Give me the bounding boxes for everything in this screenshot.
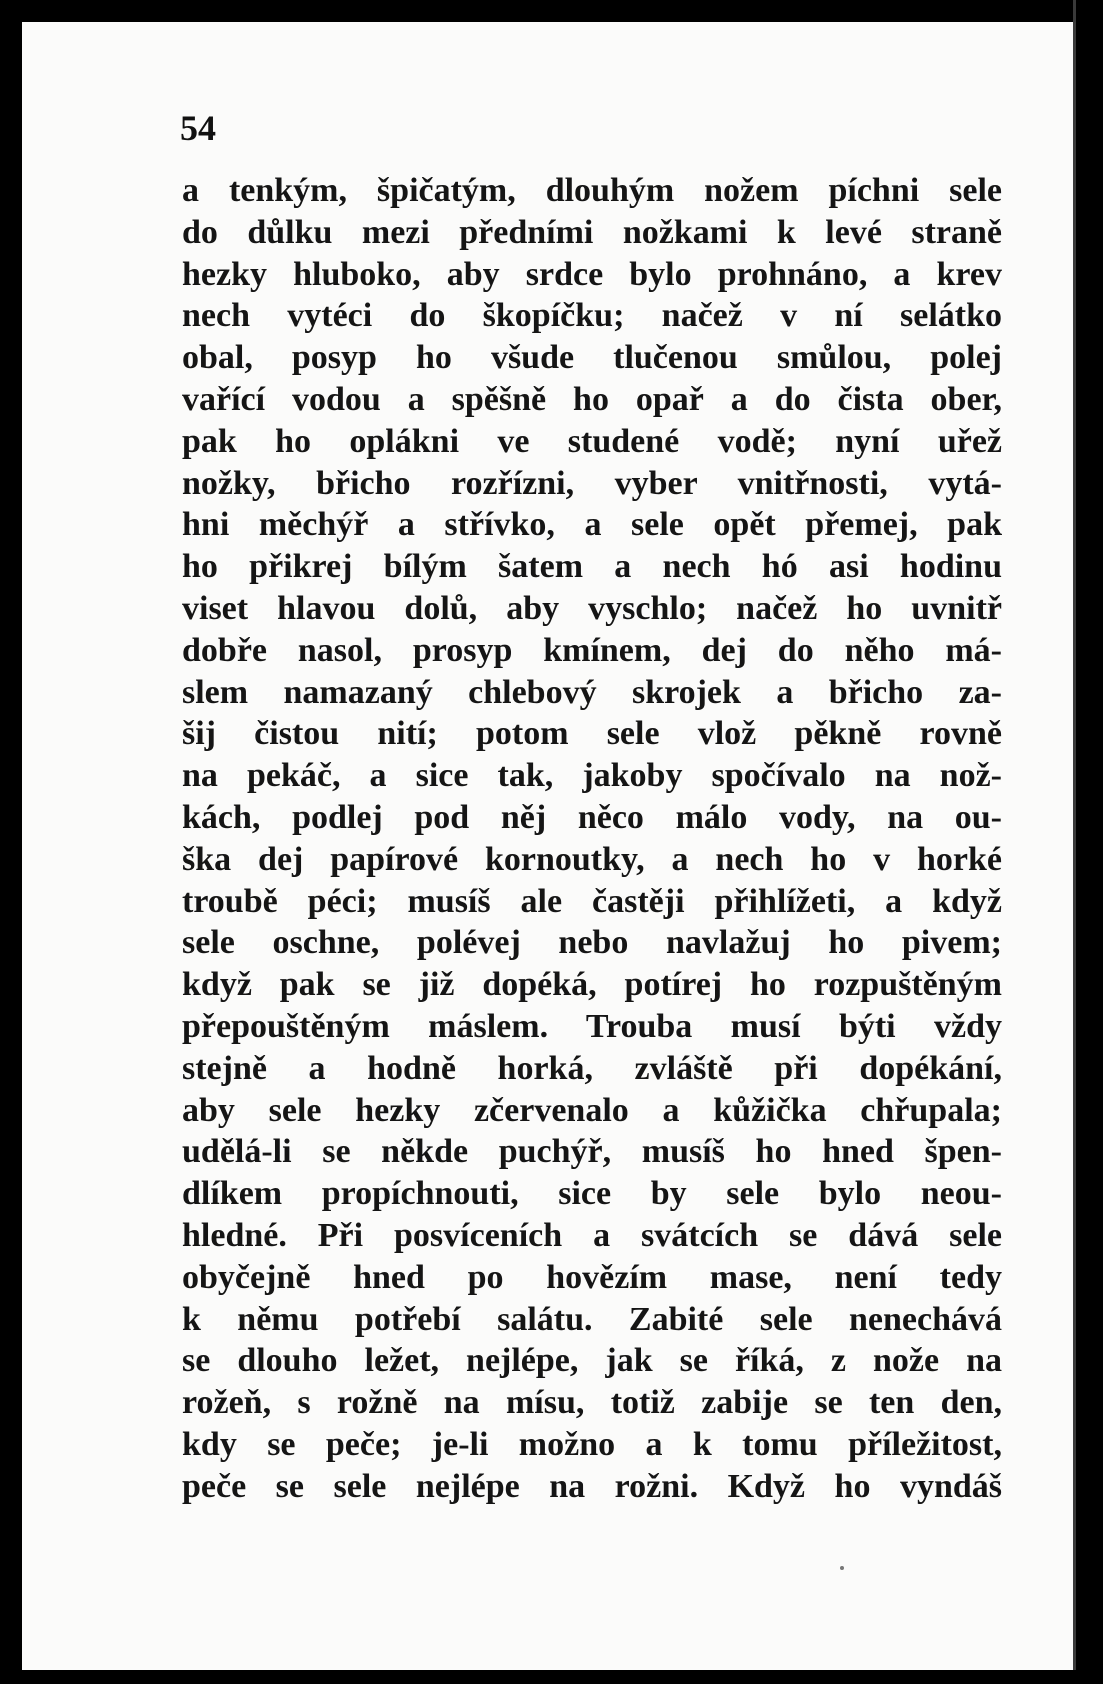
text-line: pak ho oplákni ve studené vodě; nyní uřež	[182, 422, 1002, 460]
text-line: rožeň, s rožně na mísu, totiž zabije se ten den,	[182, 1384, 1002, 1422]
text-line: slem namazaný chlebový skrojek a břicho za-	[182, 673, 1002, 711]
text-line: na pekáč, a sice tak, jakoby spočívalo na nož-	[182, 757, 1002, 795]
text-line: vařící vodou a spěšně ho opař a do čista ober,	[182, 380, 1002, 418]
text-line: stejně a hodně horká, zvláště při dopékání,	[182, 1049, 1002, 1087]
text-line: ška dej papírové kornoutky, a nech ho v horké	[182, 840, 1002, 878]
text-line: přepouštěným máslem. Trouba musí býti vždy	[182, 1007, 1002, 1045]
text-line: hni měchýř a střívko, a sele opět přemej, pak	[182, 506, 1002, 544]
page-number: 54	[180, 108, 216, 148]
scan-border-bottom	[0, 1670, 1103, 1684]
text-line: k němu potřebí salátu. Zabité sele nenechává	[182, 1300, 1002, 1338]
text-line: když pak se již dopéká, potírej ho rozpuštěným	[182, 966, 1002, 1004]
text-line: nožky, břicho rozřízni, vyber vnitřnosti, vytá-	[182, 464, 1002, 502]
body-text	[182, 170, 1002, 1508]
text-line: kách, podlej pod něj něco málo vody, na ou-	[182, 798, 1002, 836]
text-line: šij čistou nití; potom sele vlož pěkně rovně	[182, 715, 1002, 753]
text-line: sele oschne, polévej nebo navlažuj ho pivem;	[182, 924, 1002, 962]
text-line: udělá-li se někde puchýř, musíš ho hned špen-	[182, 1133, 1002, 1171]
text-line: ho přikrej bílým šatem a nech hó asi hodinu	[182, 548, 1002, 586]
text-line: troubě péci; musíš ale častěji přihlížeti, a když	[182, 882, 1002, 920]
text-line: hledné. Při posvíceních a svátcích se dává sele	[182, 1216, 1002, 1254]
text-line: se dlouho ležet, nejlépe, jak se říká, z nože na	[182, 1342, 1002, 1380]
text-line: nech vytéci do škopíčku; načež v ní selátko	[182, 297, 1002, 335]
text-line: do důlku mezi předními nožkami k levé straně	[182, 213, 1002, 251]
text-line: dobře nasol, prosyp kmínem, dej do něho má-	[182, 631, 1002, 669]
text-line: a tenkým, špičatým, dlouhým nožem píchni sele	[182, 172, 1002, 209]
scan-border-right	[1076, 0, 1103, 1684]
paper-speck	[840, 1566, 844, 1570]
text-line: aby sele hezky zčervenalo a kůžička chřupala;	[182, 1091, 1002, 1129]
text-line: viset hlavou dolů, aby vyschlo; načež ho uvnitř	[182, 589, 1002, 627]
text-line: peče se sele nejlépe na rožni. Když ho vyndáš	[182, 1467, 1002, 1505]
text-line: hezky hluboko, aby srdce bylo prohnáno, a krev	[182, 255, 1002, 293]
book-page	[22, 22, 1073, 1670]
scan-border-left	[0, 0, 22, 1684]
text-line: obal, posyp ho všude tlučenou smůlou, polej	[182, 339, 1002, 377]
text-line: obyčejně hned po hovězím mase, není tedy	[182, 1258, 1002, 1296]
scan-border-top	[0, 0, 1103, 22]
text-line: dlíkem propíchnouti, sice by sele bylo neou-	[182, 1175, 1002, 1213]
text-line: kdy se peče; je-li možno a k tomu příležitost,	[182, 1425, 1002, 1463]
